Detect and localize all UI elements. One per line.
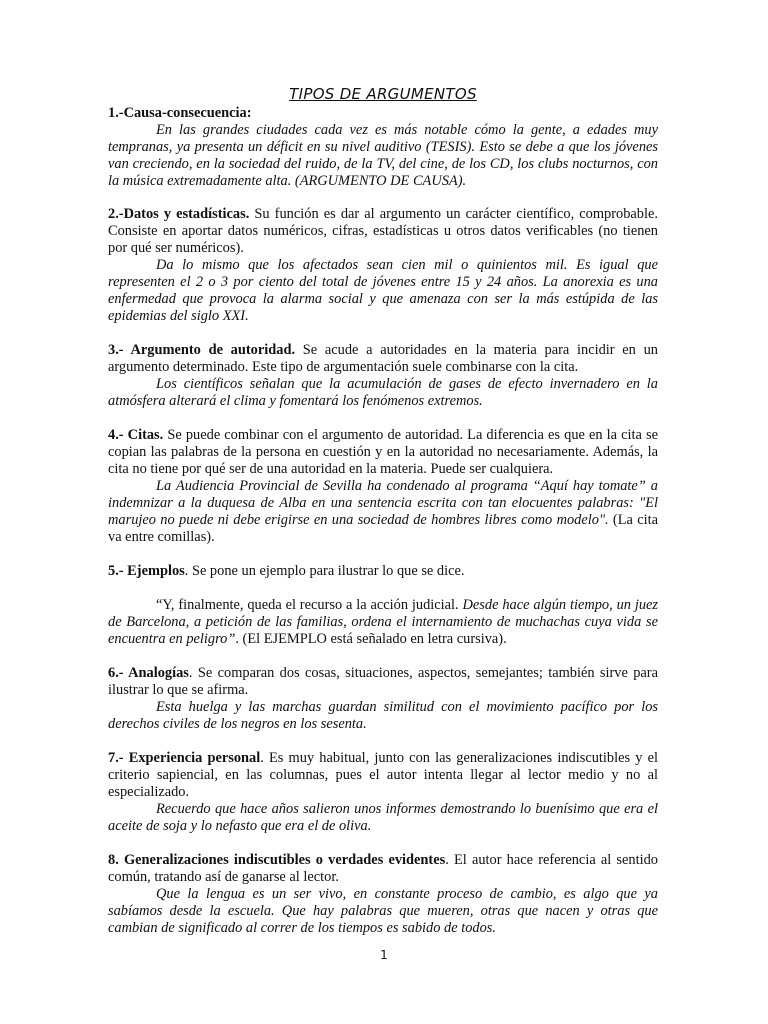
section-body: Su función es dar al argumento un carácter científico, comprobable. Consiste en aportar datos numéricos, cifras, estadísticas u otros datos verificables (no tienen por qué ser numéricos). xyxy=(108,206,658,256)
section-heading: 6.- Analogías xyxy=(108,665,189,681)
example-tail: (La cita va entre comillas). xyxy=(108,512,659,545)
section-citas xyxy=(108,427,658,546)
section-argumento-autoridad xyxy=(108,342,658,410)
section-heading: 7.- Experiencia personal xyxy=(108,750,261,766)
section-text xyxy=(108,852,658,886)
section-body: Se puede combinar con el argumento de autoridad. La diferencia es que en la cita se copian las palabras de la persona en cuestión y en la autoridad no necesariamente. Además, la cita no tiene por qué ser de una autoridad en la materia. Puede ser cualquiera. xyxy=(108,427,658,477)
section-heading: 5.- Ejemplos xyxy=(108,563,185,579)
section-causa-consecuencia xyxy=(108,105,658,190)
section-text xyxy=(108,563,658,580)
section-body: . Es muy habitual, junto con las generalizaciones indiscutibles y el criterio sapiencial, en las columnas, pues el autor intenta llegar al lector medio y no al especializado. xyxy=(108,750,658,800)
section-body: . Se comparan dos cosas, situaciones, aspectos, semejantes; también sirve para ilustrar lo que se afirma. xyxy=(108,665,658,698)
section-quote xyxy=(108,597,658,648)
section-text xyxy=(108,342,658,376)
section-body: . El autor hace referencia al sentido común, tratando así de ganarse al lector. xyxy=(108,852,658,885)
document-page xyxy=(108,84,658,954)
section-heading: 3.- Argumento de autoridad. xyxy=(108,342,296,358)
document-title: TIPOS DE ARGUMENTOS xyxy=(289,85,477,103)
section-body: . Se pone un ejemplo para ilustrar lo que se dice. xyxy=(184,563,465,579)
section-heading: 4.- Citas. xyxy=(108,427,164,443)
section-datos-estadisticas xyxy=(108,206,658,325)
section-example: Recuerdo que hace años salieron unos informes demostrando lo buenísimo que era el aceite de soja y lo nefasto que era el de oliva. xyxy=(108,801,658,834)
section-body: Se acude a autoridades en la materia para incidir en un argumento determinado. Este tipo de argumentación suele combinarse con la cita. xyxy=(108,342,658,375)
quote-plain: “Y, finalmente, queda el recurso a la acción judicial. xyxy=(156,597,463,613)
page-number: 1 xyxy=(380,948,388,962)
example-italic: La Audiencia Provincial de Sevilla ha condenado al programa “Aquí hay tomate” a indemnizar a la duquesa de Alba en una sentencia escrita con tan elocuentes palabras: "El marujeo no puede ni debe erigirse en una sociedad de hombres libres como modelo". xyxy=(108,478,658,528)
section-example: Esta huelga y las marchas guardan similitud con el movimiento pacífico por los derechos civiles de los negros en los sesenta. xyxy=(108,699,658,732)
quote-italic: Desde hace algún tiempo, un juez de Barcelona, a petición de las familias, ordena el internamiento de muchachas cuya vida se encuentra en peligro” xyxy=(108,597,658,647)
section-text xyxy=(108,750,658,801)
section-heading: 1.-Causa-consecuencia: xyxy=(108,105,252,121)
section-ejemplos xyxy=(108,563,658,648)
section-heading: 2.-Datos y estadísticas. xyxy=(108,206,250,222)
section-generalizaciones xyxy=(108,852,658,937)
section-example xyxy=(108,478,658,546)
section-text xyxy=(108,206,658,257)
section-analogias xyxy=(108,665,658,733)
section-heading: 8. Generalizaciones indiscutibles o verdades evidentes xyxy=(108,852,446,868)
section-experiencia-personal xyxy=(108,750,658,835)
section-text xyxy=(108,665,658,699)
section-example: Los científicos señalan que la acumulación de gases de efecto invernadero en la atmósfera alterará el clima y fomentará los fenómenos extremos. xyxy=(108,376,658,409)
section-example: Da lo mismo que los afectados sean cien mil o quinientos mil. Es igual que representen el 2 o 3 por ciento del total de jóvenes entre 15 y 24 años. La anorexia es una enfermedad que provoca la alarma social y que amenaza con ser la más estúpida de las epidemias del siglo XXI. xyxy=(108,257,658,324)
section-text xyxy=(108,427,658,478)
section-example: En las grandes ciudades cada vez es más notable cómo la gente, a edades muy tempranas, ya presenta un déficit en su nivel auditivo (TESIS). Esto se debe a que los jóvenes van creciendo, en la sociedad del ruido, de la TV, del cine, de los CD, los clubs nocturnos, con la música extremadamente alta. (ARGUMENTO DE CAUSA). xyxy=(108,122,658,189)
section-example: Que la lengua es un ser vivo, en constante proceso de cambio, es algo que ya sabíamos desde la escuela. Que hay palabras que mueren, otras que nacen y otras que cambian de significado al correr de los tiempos es sabido de todos. xyxy=(108,886,658,936)
quote-tail: . (El EJEMPLO está señalado en letra cursiva). xyxy=(235,631,507,647)
